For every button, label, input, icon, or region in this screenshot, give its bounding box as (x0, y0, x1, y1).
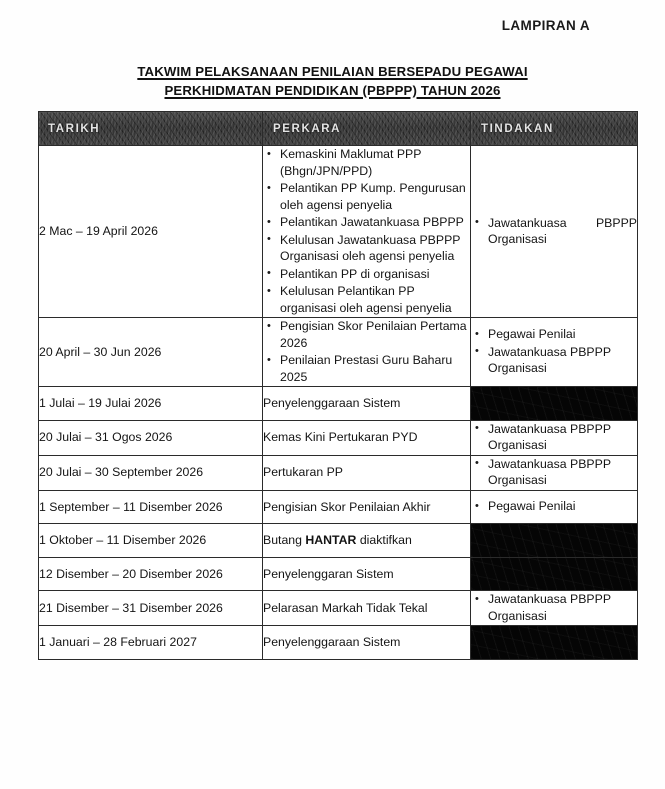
tindakan-list-item: • Jawatankuasa PBPPP Organisasi (488, 591, 637, 624)
page-title-line-2: PERKHIDMATAN PENDIDIKAN (PBPPP) TAHUN 2026 (164, 83, 501, 98)
page-title (0, 62, 665, 100)
tindakan-list (471, 498, 637, 515)
tindakan-list (471, 591, 637, 624)
tindakan-list (471, 215, 637, 248)
table-row (39, 591, 638, 626)
tindakan-list-item: • Jawatankuasa PBPPP Organisasi (488, 421, 637, 454)
cell-perkara (263, 557, 471, 591)
cell-perkara (263, 626, 471, 660)
column-header-tindakan (471, 112, 638, 146)
perkara-text: Penyelenggaraan Sistem (263, 635, 401, 649)
perkara-text: Penyelenggaraan Sistem (263, 396, 401, 410)
cell-tarikh (39, 524, 263, 558)
tarikh-text: 20 April – 30 Jun 2026 (39, 344, 162, 359)
column-header-tarikh (39, 112, 263, 146)
tarikh-text: 1 Januari – 28 Februari 2027 (39, 635, 197, 649)
tindakan-list-item: • Jawatankuasa PBPPP Organisasi (488, 215, 637, 248)
cell-tarikh (39, 626, 263, 660)
cell-tindakan-redacted (471, 387, 638, 421)
tarikh-text: 12 Disember – 20 Disember 2026 (39, 566, 223, 581)
cell-tarikh (39, 455, 263, 490)
tindakan-list-item: • Jawatankuasa PBPPP Organisasi (488, 344, 637, 377)
cell-tindakan (471, 490, 638, 524)
page-title-line-1: TAKWIM PELAKSANAAN PENILAIAN BERSEPADU PEGAWAI (137, 64, 528, 79)
tindakan-list-item: • Jawatankuasa PBPPP Organisasi (488, 456, 637, 489)
tindakan-list-item: • Pegawai Penilai (488, 498, 637, 515)
cell-perkara (263, 146, 471, 318)
table-row (39, 318, 638, 387)
tarikh-text: 1 Julai – 19 Julai 2026 (39, 396, 162, 410)
table-row (39, 387, 638, 421)
perkara-list-item: • Pelantikan PP Kump. Pengurusan oleh agensi penyelia (280, 180, 470, 213)
perkara-text: Kemas Kini Pertukaran PYD (263, 430, 418, 445)
table-row (39, 557, 638, 591)
cell-tindakan (471, 591, 638, 626)
table-row (39, 490, 638, 524)
table-header-row (39, 112, 638, 146)
column-header-tarikh-label: TARIKH (48, 122, 101, 135)
tarikh-text: 1 Oktober – 11 Disember 2026 (39, 533, 207, 547)
cell-tarikh (39, 591, 263, 626)
perkara-list (263, 146, 470, 316)
cell-tindakan-redacted (471, 524, 638, 558)
cell-perkara (263, 490, 471, 524)
tindakan-list (471, 421, 637, 454)
cell-perkara (263, 524, 471, 558)
perkara-list-item: • Kelulusan Pelantikan PP organisasi oleh agensi penyelia (280, 283, 470, 316)
tarikh-text: 20 Julai – 31 Ogos 2026 (39, 430, 173, 445)
table-header (39, 112, 638, 146)
cell-perkara (263, 387, 471, 421)
perkara-text: Pengisian Skor Penilaian Akhir (263, 499, 431, 514)
tarikh-text: 20 Julai – 30 September 2026 (39, 465, 204, 480)
takwim-table-wrapper (38, 111, 637, 660)
table-row (39, 626, 638, 660)
perkara-text: Butang HANTAR diaktifkan (263, 533, 412, 547)
table-body (39, 146, 638, 660)
perkara-text: Pertukaran PP (263, 465, 343, 480)
cell-tindakan (471, 146, 638, 318)
perkara-list-item: • Pelantikan PP di organisasi (280, 266, 470, 283)
lampiran-label: LAMPIRAN A (501, 18, 590, 33)
table-row (39, 524, 638, 558)
cell-tindakan (471, 455, 638, 490)
tindakan-list-item: • Pegawai Penilai (488, 326, 637, 343)
takwim-table (38, 111, 638, 660)
perkara-text: Penyelenggaran Sistem (263, 566, 394, 581)
cell-tindakan (471, 420, 638, 455)
cell-tarikh (39, 490, 263, 524)
cell-perkara (263, 318, 471, 387)
cell-tarikh (39, 557, 263, 591)
column-header-tindakan-label: TINDAKAN (481, 122, 554, 135)
perkara-list-item: • Kemaskini Maklumat PPP (Bhgn/JPN/PPD) (280, 146, 470, 179)
perkara-list-item: • Kelulusan Jawatankuasa PBPPP Organisasi oleh agensi penyelia (280, 232, 470, 265)
cell-tindakan-redacted (471, 557, 638, 591)
tindakan-list (471, 456, 637, 489)
cell-perkara (263, 420, 471, 455)
tarikh-text: 21 Disember – 31 Disember 2026 (39, 600, 223, 615)
perkara-text: Pelarasan Markah Tidak Tekal (263, 600, 428, 615)
cell-tarikh (39, 146, 263, 318)
column-header-perkara (263, 112, 471, 146)
cell-perkara (263, 591, 471, 626)
perkara-list-item: • Pengisian Skor Penilaian Pertama 2026 (280, 318, 470, 351)
cell-tarikh (39, 318, 263, 387)
cell-perkara (263, 455, 471, 490)
table-row (39, 146, 638, 318)
perkara-list-item: • Penilaian Prestasi Guru Baharu 2025 (280, 352, 470, 385)
perkara-list (263, 318, 470, 385)
cell-tindakan (471, 318, 638, 387)
table-row (39, 455, 638, 490)
table-row (39, 420, 638, 455)
tindakan-list (471, 326, 637, 377)
column-header-perkara-label: PERKARA (273, 122, 342, 135)
cell-tarikh (39, 420, 263, 455)
tarikh-text: 2 Mac – 19 April 2026 (39, 224, 158, 239)
cell-tindakan-redacted (471, 626, 638, 660)
cell-tarikh (39, 387, 263, 421)
perkara-list-item: • Pelantikan Jawatankuasa PBPPP (280, 214, 470, 231)
tarikh-text: 1 September – 11 Disember 2026 (39, 499, 223, 514)
